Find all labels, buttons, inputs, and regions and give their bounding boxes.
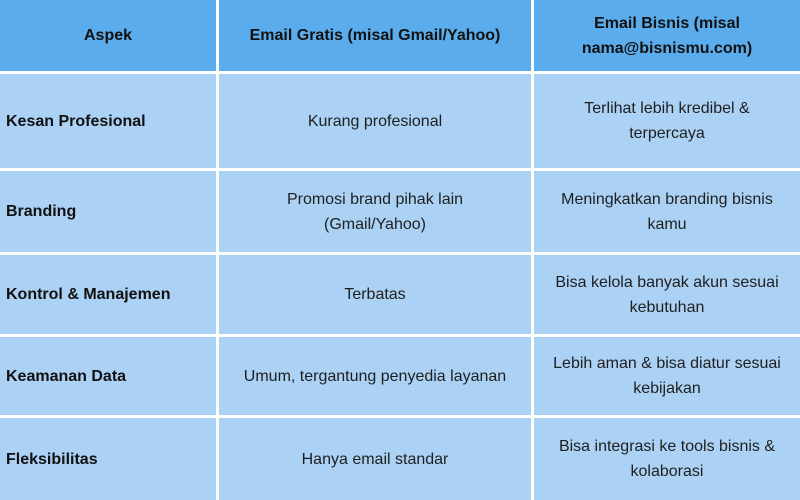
row-business-security: Lebih aman & bisa diatur sesuai kebijakan bbox=[534, 337, 800, 418]
header-free-email: Email Gratis (misal Gmail/Yahoo) bbox=[219, 0, 534, 74]
row-aspect-security: Keamanan Data bbox=[0, 337, 219, 418]
row-business-branding: Meningkatkan branding bisnis kamu bbox=[534, 171, 800, 255]
row-business-control: Bisa kelola banyak akun sesuai kebutuhan bbox=[534, 255, 800, 337]
row-free-security: Umum, tergantung penyedia layanan bbox=[219, 337, 534, 418]
header-aspect: Aspek bbox=[0, 0, 219, 74]
header-business-email: Email Bisnis (misal nama@bisnismu.com) bbox=[534, 0, 800, 74]
row-free-control: Terbatas bbox=[219, 255, 534, 337]
row-free-professional: Kurang profesional bbox=[219, 74, 534, 171]
row-aspect-control: Kontrol & Manajemen bbox=[0, 255, 219, 337]
row-aspect-flexibility: Fleksibilitas bbox=[0, 418, 219, 500]
row-free-branding: Promosi brand pihak lain (Gmail/Yahoo) bbox=[219, 171, 534, 255]
row-aspect-professional: Kesan Profesional bbox=[0, 74, 219, 171]
row-business-professional: Terlihat lebih kredibel & terpercaya bbox=[534, 74, 800, 171]
row-business-flexibility: Bisa integrasi ke tools bisnis & kolaborasi bbox=[534, 418, 800, 500]
row-aspect-branding: Branding bbox=[0, 171, 219, 255]
row-free-flexibility: Hanya email standar bbox=[219, 418, 534, 500]
